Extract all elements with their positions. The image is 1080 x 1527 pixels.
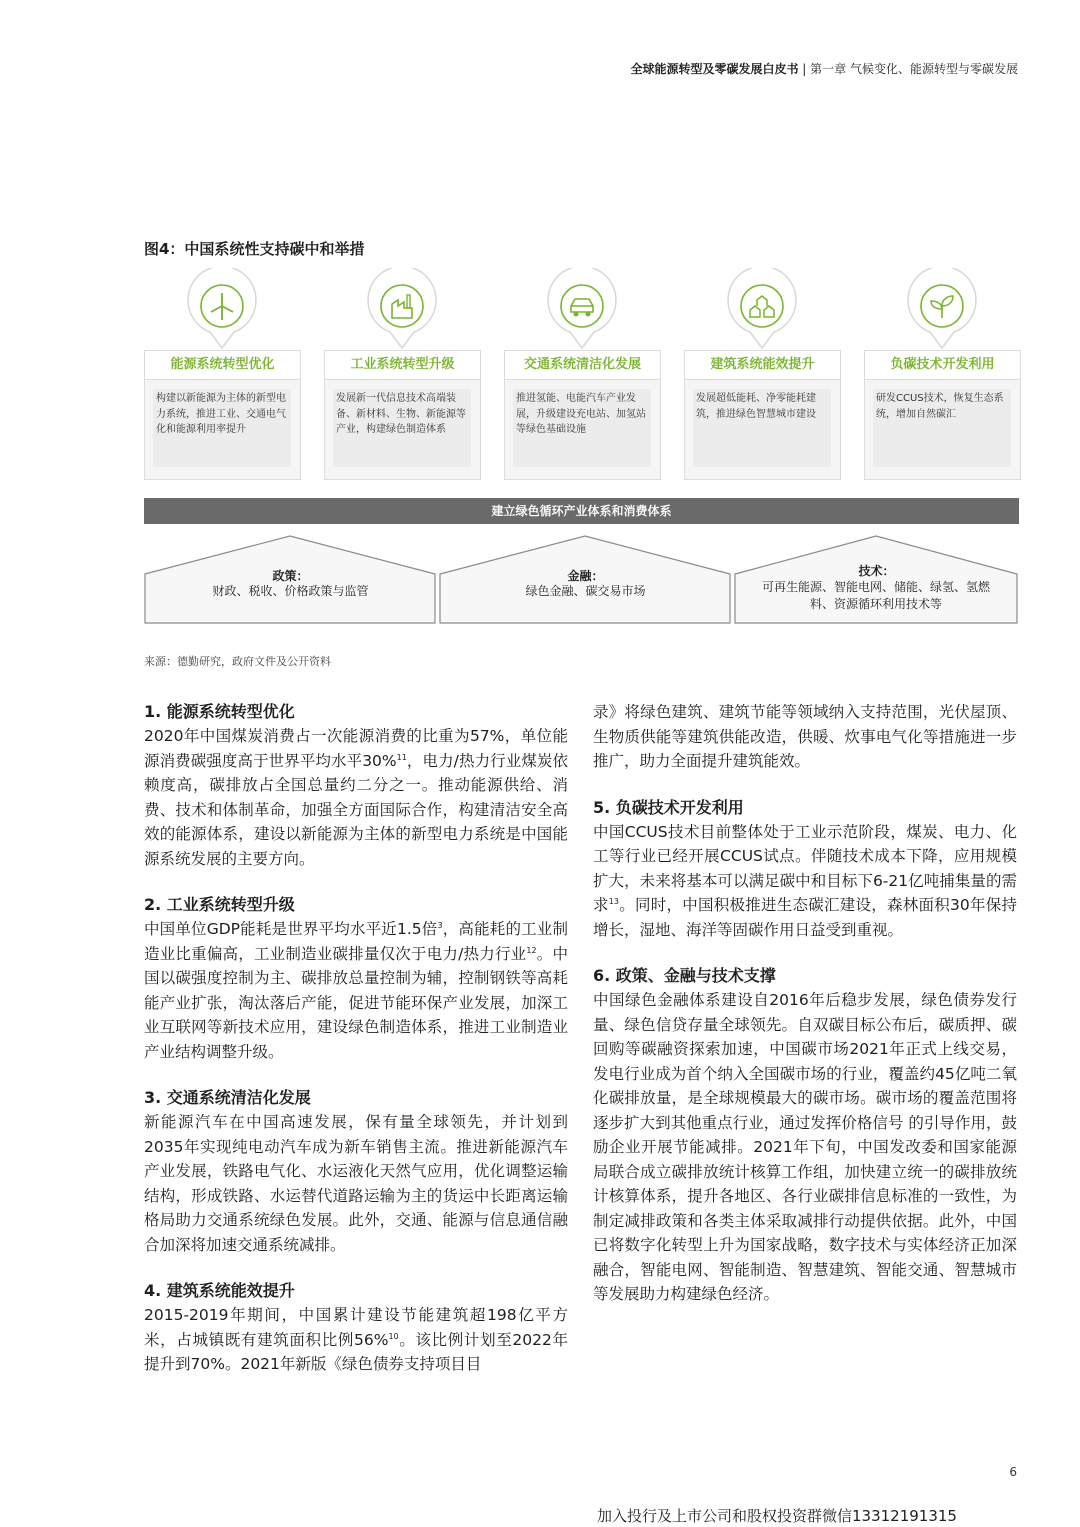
card-desc: 推进氢能、电能汽车产业发展，升级建设充电站、加氢站等绿色基础设施 xyxy=(513,389,651,467)
footer-note: 加入投行及上市公司和股权投资群微信13312191315 xyxy=(597,1507,957,1525)
card-desc: 发展新一代信息技术高端装备、新材料、生物、新能源等产业，构建绿色制造体系 xyxy=(333,389,471,467)
figure-title: 图4：中国系统性支持碳中和举措 xyxy=(144,240,365,258)
text-column-left xyxy=(144,700,568,1377)
section-title: 5. 负碳技术开发利用 xyxy=(593,797,744,817)
header-doc-title: 全球能源转型及零碳发展白皮书 xyxy=(630,62,799,76)
section-body: 中国绿色金融体系建设自2016年后稳步发展，绿色债券发行量、绿色信贷存量全球领先。自双碳目标公布后，碳质押、碳回购等碳融资探索加速，中国碳市场2021年正式上线交易，发电行业成为首个纳入全国碳市场的行业，覆盖约45亿吨二氧化碳排放量，是全球规模最大的碳市场。碳市场的覆盖范围将逐步扩大到其他重点行业，通过发挥价格信号 的引导作用，鼓励企业开展节能减排。2021年下旬，中国发改委和国家能源局联合成立碳排放统计核算工作组，加快建立统一的碳排放统计核算体系，提升各地区、各行业碳排信息标准的一致性，为制定减排政策和各类主体采取减排行动提供依据。此外，中国已将数字化转型上升为国家战略，数字技术与实体经济正加深融合，智能电网、智能制造、智慧建筑、智能交通、智慧城市等发展助力构建绿色经济。 xyxy=(593,991,1017,1303)
factory-icon xyxy=(362,268,442,350)
card-box xyxy=(324,350,481,480)
card-box xyxy=(144,350,301,480)
card-desc: 研发CCUS技术，恢复生态系统，增加自然碳汇 xyxy=(873,389,1011,467)
card-box xyxy=(504,350,661,480)
card-box xyxy=(864,350,1021,480)
section-title: 1. 能源系统转型优化 xyxy=(144,702,295,721)
measures-cards xyxy=(144,268,1019,483)
house-body: 财政、税收、价格政策与监管 xyxy=(212,584,369,598)
running-header xyxy=(630,60,1018,77)
section-body: 新能源汽车在中国高速发展，保有量全球领先，并计划到2035年实现纯电动汽车成为新车销售主流。推进新能源汽车产业发展，铁路电气化、水运液化天然气应用，优化调整运输结构，形成铁路、水运替代道路运输为主的货运中长距离运输格局助力交通系统绿色发展。此外，交通、能源与信息通信融合加深将加速交通系统减排。 xyxy=(144,1113,568,1254)
car-icon xyxy=(542,268,622,350)
wind-turbine-icon xyxy=(182,268,262,350)
house-technology xyxy=(734,534,1019,624)
buildings-icon xyxy=(722,268,802,350)
card-negative-carbon xyxy=(864,268,1019,483)
section-body-continued: 录》将绿色建筑、建筑节能等领域纳入支持范围，光伏屋顶、生物质供能等建筑供能改造，供暖、炊事电气化等措施进一步推广，助力全面提升建筑能效。 xyxy=(593,703,1017,770)
section-body: 2020年中国煤炭消费占一次能源消费的比重为57%，单位能源消费碳强度高于世界平均水平30%$^{11}$，电力/热力行业煤炭依赖度高，碳排放占全国总量约二分之一。推动能源供给、消费、技术和体制革命，加强全方面国际合作，构建清洁安全高效的能源体系，建设以新能源为主体的新型电力系统是中国能源系统发展的主要方向。 xyxy=(144,727,569,868)
header-chapter: 第一章 气候变化、能源转型与零碳发展 xyxy=(810,62,1018,76)
house-body: 可再生能源、智能电网、储能、绿氢、氢燃料、资源循环利用技术等 xyxy=(761,580,990,611)
card-transport xyxy=(504,268,659,483)
card-energy xyxy=(144,268,299,483)
card-desc: 构建以新能源为主体的新型电力系统，推进工业、交通电气化和能源利用率提升 xyxy=(153,389,291,467)
card-box xyxy=(684,350,841,480)
section-title: 4. 建筑系统能效提升 xyxy=(144,1281,295,1300)
section-body: 中国CCUS技术目前整体处于工业示范阶段，煤炭、电力、化工等行业已经开展CCUS试点。伴随技术成本下降，应用规模扩大，未来将基本可以满足碳中和目标下6-21亿吨捕集量的需求$^{13}$。同时，中国积极推进生态碳汇建设，森林面积30年保持增长，湿地、海洋等固碳作用日益受到重视。 xyxy=(593,822,1017,939)
header-separator: | xyxy=(802,62,807,76)
green-system-bar: 建立绿色循环产业体系和消费体系 xyxy=(144,498,1019,524)
house-finance xyxy=(439,534,732,624)
card-title: 负碳技术开发利用 xyxy=(865,351,1020,380)
house-body: 绿色金融、碳交易市场 xyxy=(525,584,646,598)
card-industry xyxy=(324,268,479,483)
section-title: 2. 工业系统转型升级 xyxy=(144,895,295,914)
section-title: 3. 交通系统清洁化发展 xyxy=(144,1088,311,1107)
house-head: 技术： xyxy=(858,564,895,578)
house-head: 金融： xyxy=(567,569,604,583)
card-desc: 发展超低能耗、净零能耗建筑，推进绿色智慧城市建设 xyxy=(693,389,831,467)
support-houses xyxy=(144,534,1019,626)
leaf-icon xyxy=(902,268,982,350)
card-building xyxy=(684,268,839,483)
figure-source: 来源：德勤研究，政府文件及公开资料 xyxy=(144,655,331,668)
card-title: 工业系统转型升级 xyxy=(325,351,480,380)
text-column-right xyxy=(593,700,1017,1307)
house-head: 政策： xyxy=(272,569,309,583)
card-title: 能源系统转型优化 xyxy=(145,351,300,380)
page-number: 6 xyxy=(1009,1465,1017,1479)
section-title: 6. 政策、金融与技术支撑 xyxy=(593,966,776,985)
card-title: 交通系统清洁化发展 xyxy=(505,351,660,380)
house-policy xyxy=(144,534,437,624)
card-title: 建筑系统能效提升 xyxy=(685,351,840,380)
section-body: 2015-2019年期间，中国累计建设节能建筑超198亿平方米，占城镇既有建筑面积比例56%$^{10}$。该比例计划至2022年提升到70%。2021年新版《绿色债券支持项目目 xyxy=(144,1306,568,1373)
section-body: 中国单位GDP能耗是世界平均水平近1.5倍$^3$，高能耗的工业制造业比重偏高，工业制造业碳排量仅次于电力/热力行业$^{12}$。中国以碳强度控制为主、碳排放总量控制为辅，控制钢铁等高耗能产业扩张，淘汰落后产能，促进节能环保产业发展，加深工业互联网等新技术应用，建设绿色制造体系，推进工业制造业产业结构调整升级。 xyxy=(144,920,568,1061)
